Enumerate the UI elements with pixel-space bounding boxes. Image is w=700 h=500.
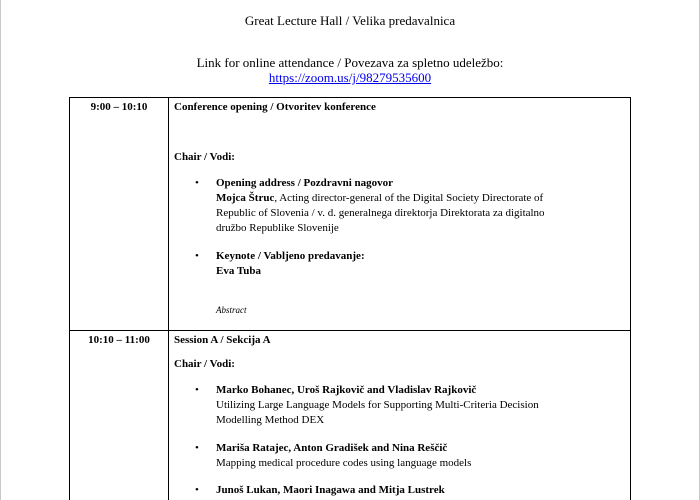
bullet-icon: • <box>195 384 199 396</box>
bullet-icon: • <box>195 177 199 189</box>
opening-speaker-role-line: družbo Republike Slovenije <box>216 222 339 234</box>
bullet-icon: • <box>195 484 199 496</box>
opening-address-heading: Opening address / Pozdravni nagovor <box>216 177 394 189</box>
table-top-border <box>69 97 631 98</box>
paper-authors: Junoš Lukan, Maori Inagawa and Mitja Lustrek <box>216 484 445 496</box>
opening-speaker-line <box>216 191 543 206</box>
paper-title-line: Modelling Method DEX <box>216 414 325 426</box>
chair-label: Chair / Vodi: <box>174 151 235 163</box>
time-slot-session-a: 10:10 – 11:00 <box>88 334 150 346</box>
bullet-icon: • <box>195 442 199 454</box>
opening-speaker-name: Mojca Štruc <box>216 192 275 204</box>
online-attendance-label: Link for online attendance / Povezava za spletno udeležbo: <box>196 55 504 70</box>
zoom-link-row <box>0 70 700 86</box>
paper-authors: Mariša Ratajec, Anton Gradišek and Nina Reščič <box>216 442 448 454</box>
keynote-heading: Keynote / Vabljeno predavanje: <box>216 250 365 262</box>
keynote-speaker: Eva Tuba <box>216 265 261 277</box>
column-divider <box>168 97 169 500</box>
row-divider <box>69 330 631 331</box>
session-a-title: Session A / Sekcija A <box>174 334 271 346</box>
chair-label: Chair / Vodi: <box>174 358 235 370</box>
time-slot-opening: 9:00 – 10:10 <box>90 101 148 113</box>
venue-heading: Great Lecture Hall / Velika predavalnica <box>244 13 456 28</box>
table-right-border <box>630 97 631 500</box>
paper-title-line: Mapping medical procedure codes using language models <box>216 457 472 469</box>
zoom-link[interactable]: https://zoom.us/j/98279535600 <box>268 70 432 85</box>
paper-authors: Marko Bohanec, Uroš Rajkovič and Vladislav Rajkovič <box>216 384 477 396</box>
opening-title: Conference opening / Otvoritev konference <box>174 101 376 113</box>
opening-speaker-role: , Acting director-general of the Digital Society Directorate of <box>274 192 544 204</box>
table-left-border <box>69 97 70 500</box>
paper-title-line: Utilizing Large Language Models for Supporting Multi-Criteria Decision <box>216 399 539 411</box>
bullet-icon: • <box>195 250 199 262</box>
abstract-link[interactable]: Abstract <box>216 305 247 315</box>
opening-speaker-role-line: Republic of Slovenia / v. d. generalnega direktorja Direktorata za digitalno <box>216 207 545 219</box>
